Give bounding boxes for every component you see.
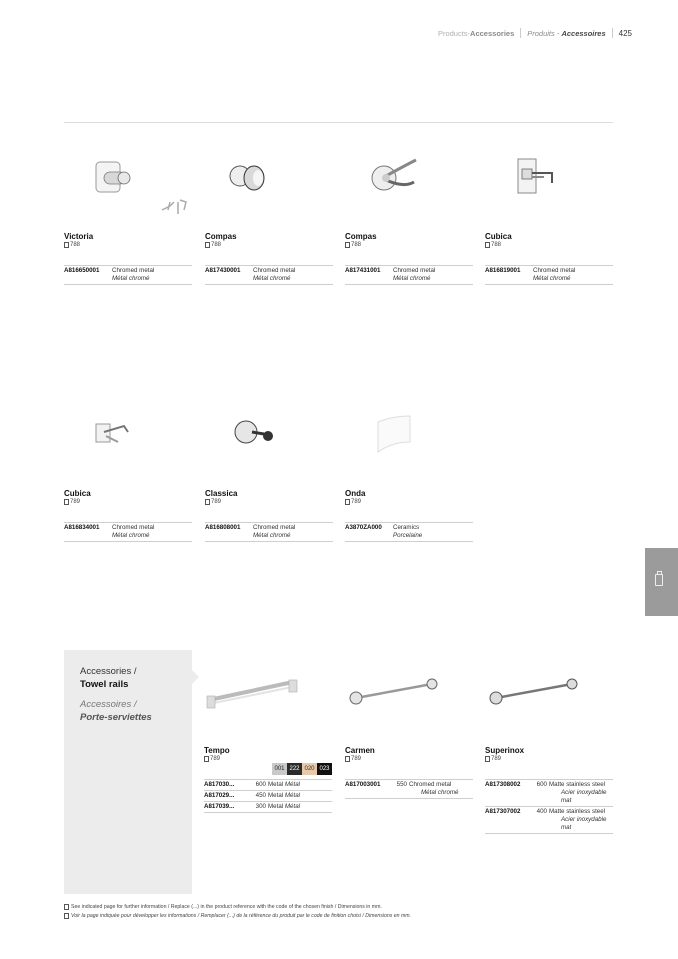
product-desc [268, 803, 300, 811]
document-icon [64, 904, 69, 910]
product-name: Tempo [204, 746, 230, 755]
product-table [205, 265, 333, 285]
desc-en: Ceramics [393, 524, 420, 531]
document-icon [485, 756, 490, 762]
product-name: Classica [205, 489, 238, 498]
ref-page: 789 [210, 756, 221, 762]
table-row [485, 266, 613, 285]
desc-fr: Métal chromé [112, 275, 150, 282]
product-code: A817308002 [485, 781, 521, 788]
desc-fr: Acier inoxydable mat [561, 816, 607, 831]
document-icon [64, 913, 69, 919]
product-image-compas-1 [222, 152, 282, 207]
product-code: A816819001 [485, 267, 521, 274]
swatch-020[interactable]: 020 [302, 763, 317, 775]
product-code: A816808001 [205, 524, 241, 531]
dimension: 400 [536, 808, 547, 815]
product-image-tempo [205, 676, 301, 717]
desc-en: Chromed metal [112, 267, 155, 274]
ref-page: 788 [491, 242, 502, 248]
desc-en: Chromed metal [533, 267, 576, 274]
table-row [64, 266, 192, 285]
section-title-fr-2: Porte-serviettes [80, 712, 152, 723]
page-reference [64, 242, 80, 248]
table-row [204, 802, 332, 813]
desc-en: Chromed metal [253, 524, 296, 531]
ref-page: 788 [351, 242, 362, 248]
product-desc [253, 267, 295, 283]
table-row [204, 791, 332, 802]
ref-page: 789 [211, 499, 222, 505]
desc-fr: Métal chromé [533, 275, 571, 282]
swatch-222[interactable]: 222 [287, 763, 302, 775]
header-products-fr: Produits [527, 28, 555, 38]
table-row [204, 780, 332, 791]
section-title-fr-1: Accessoires / [80, 699, 137, 710]
product-code: A816650001 [64, 267, 100, 274]
section-title-en-2: Towel rails [80, 679, 129, 690]
product-desc [268, 781, 300, 789]
document-icon [345, 756, 350, 762]
document-icon [64, 499, 69, 505]
product-desc [112, 524, 154, 540]
desc-fr: Métal chromé [112, 532, 150, 539]
page-reference [205, 499, 221, 505]
product-image-onda [372, 412, 417, 462]
product-code: A816834001 [64, 524, 100, 531]
document-icon [345, 499, 350, 505]
ref-page: 789 [351, 756, 362, 762]
product-table [64, 265, 192, 285]
product-image-compas-2 [364, 152, 424, 207]
header-section-en: Accessories [470, 28, 515, 38]
page-reference [485, 756, 501, 762]
table-row [345, 266, 473, 285]
ref-page: 789 [491, 756, 502, 762]
product-code: A817431001 [345, 267, 381, 274]
dimension: 550 [396, 781, 407, 788]
table-row [64, 523, 192, 542]
page-header [438, 28, 632, 38]
product-table [204, 779, 332, 813]
product-desc [549, 781, 613, 805]
page-reference [485, 242, 501, 248]
product-desc [268, 792, 300, 800]
product-name: Onda [345, 489, 366, 498]
page-number: 425 [618, 28, 632, 38]
header-section-fr: Accessoires [561, 28, 606, 38]
product-name: Compas [345, 232, 377, 241]
desc-fr: Métal [284, 781, 301, 788]
desc-fr: Métal chromé [253, 532, 291, 539]
document-icon [205, 499, 210, 505]
desc-fr: Métal [284, 803, 301, 810]
product-desc [533, 267, 575, 283]
ref-page: 788 [211, 242, 222, 248]
product-desc [393, 524, 422, 540]
ref-page: 788 [70, 242, 81, 248]
desc-en: Metal [268, 792, 284, 799]
product-name: Compas [205, 232, 237, 241]
accessory-icon [655, 574, 663, 586]
product-name: Superinox [485, 746, 525, 755]
desc-en: Metal [268, 781, 284, 788]
ref-page: 789 [70, 499, 81, 505]
document-icon [64, 242, 69, 248]
footnote-en-text: See indicated page for further information / Replace (...) in the product reference with the code of the chosen finish / Dimensions in mm. [71, 904, 382, 910]
desc-en: Metal [268, 803, 284, 810]
page-reference [345, 242, 361, 248]
page-reference [64, 499, 80, 505]
product-table [485, 779, 613, 834]
product-desc [393, 267, 435, 283]
document-icon [204, 756, 209, 762]
footnote-fr-text: Voir la page indiquée pour développer les informations / Remplacer (...) de la référence du produit par le code de finition choisi / Dimensions en mm. [71, 913, 412, 919]
section-title-en-1: Accessories / [80, 666, 137, 677]
footnote-fr [64, 913, 411, 919]
header-sep-en: - [467, 28, 471, 38]
document-icon [485, 242, 490, 248]
table-row [345, 780, 473, 799]
page-reference [204, 756, 220, 762]
box-pointer [192, 670, 199, 684]
table-row [345, 523, 473, 542]
product-code: A817030... [204, 781, 235, 788]
section-side-tab[interactable] [645, 548, 678, 616]
product-image-superinox [488, 676, 580, 717]
table-row [485, 780, 613, 807]
product-name: Cubica [485, 232, 512, 241]
product-code: A817029... [204, 792, 235, 799]
desc-fr: Acier inoxydable mat [561, 789, 607, 804]
product-desc [549, 808, 613, 832]
product-table [345, 265, 473, 285]
page-reference [345, 756, 361, 762]
dimension: 300 [255, 803, 266, 810]
table-row [205, 266, 333, 285]
header-divider [612, 28, 613, 38]
product-image-victoria [90, 158, 190, 223]
product-image-classica [230, 410, 280, 459]
desc-en: Matte stainless steel [549, 808, 606, 815]
desc-en: Matte stainless steel [549, 781, 606, 788]
product-code: A817039... [204, 803, 235, 810]
header-sep-fr: - [554, 28, 562, 38]
desc-fr: Porcelaine [393, 532, 423, 539]
desc-en: Chromed metal [112, 524, 155, 531]
ref-page: 789 [351, 499, 362, 505]
product-name: Carmen [345, 746, 375, 755]
product-image-cubica-2 [88, 412, 138, 457]
product-code: A3870ZA000 [345, 524, 382, 531]
document-icon [205, 242, 210, 248]
product-code: A817430001 [205, 267, 241, 274]
header-fr [527, 29, 605, 38]
header-products-en: Products [437, 28, 468, 38]
product-table [205, 522, 333, 542]
product-table [345, 522, 473, 542]
table-row [205, 523, 333, 542]
footnote-en [64, 904, 382, 910]
section-title-box [64, 650, 192, 894]
desc-en: Chromed metal [409, 781, 452, 788]
desc-fr: Métal chromé [393, 275, 431, 282]
document-icon [345, 242, 350, 248]
page-reference [345, 499, 361, 505]
product-desc [409, 781, 458, 797]
page-reference [205, 242, 221, 248]
product-code: A817307002 [485, 808, 521, 815]
dimension: 600 [255, 781, 266, 788]
table-row [485, 807, 613, 834]
header-divider [520, 28, 521, 38]
desc-fr: Métal chromé [253, 275, 291, 282]
dimension: 600 [536, 781, 547, 788]
product-desc [112, 267, 154, 283]
product-table [345, 779, 473, 799]
swatch-001[interactable]: 001 [272, 763, 287, 775]
product-table [64, 522, 192, 542]
product-image-carmen [348, 676, 440, 717]
dimension: 450 [255, 792, 266, 799]
desc-en: Chromed metal [253, 267, 296, 274]
desc-en: Chromed metal [393, 267, 436, 274]
top-rule [64, 122, 613, 123]
desc-fr: Métal chromé [421, 789, 459, 796]
finish-swatches [272, 763, 332, 775]
product-name: Cubica [64, 489, 91, 498]
desc-fr: Métal [284, 792, 301, 799]
product-desc [253, 524, 295, 540]
product-name: Victoria [64, 232, 94, 241]
product-code: A817003001 [345, 781, 381, 788]
swatch-023[interactable]: 023 [317, 763, 332, 775]
product-table [485, 265, 613, 285]
product-image-cubica-1 [510, 155, 570, 205]
